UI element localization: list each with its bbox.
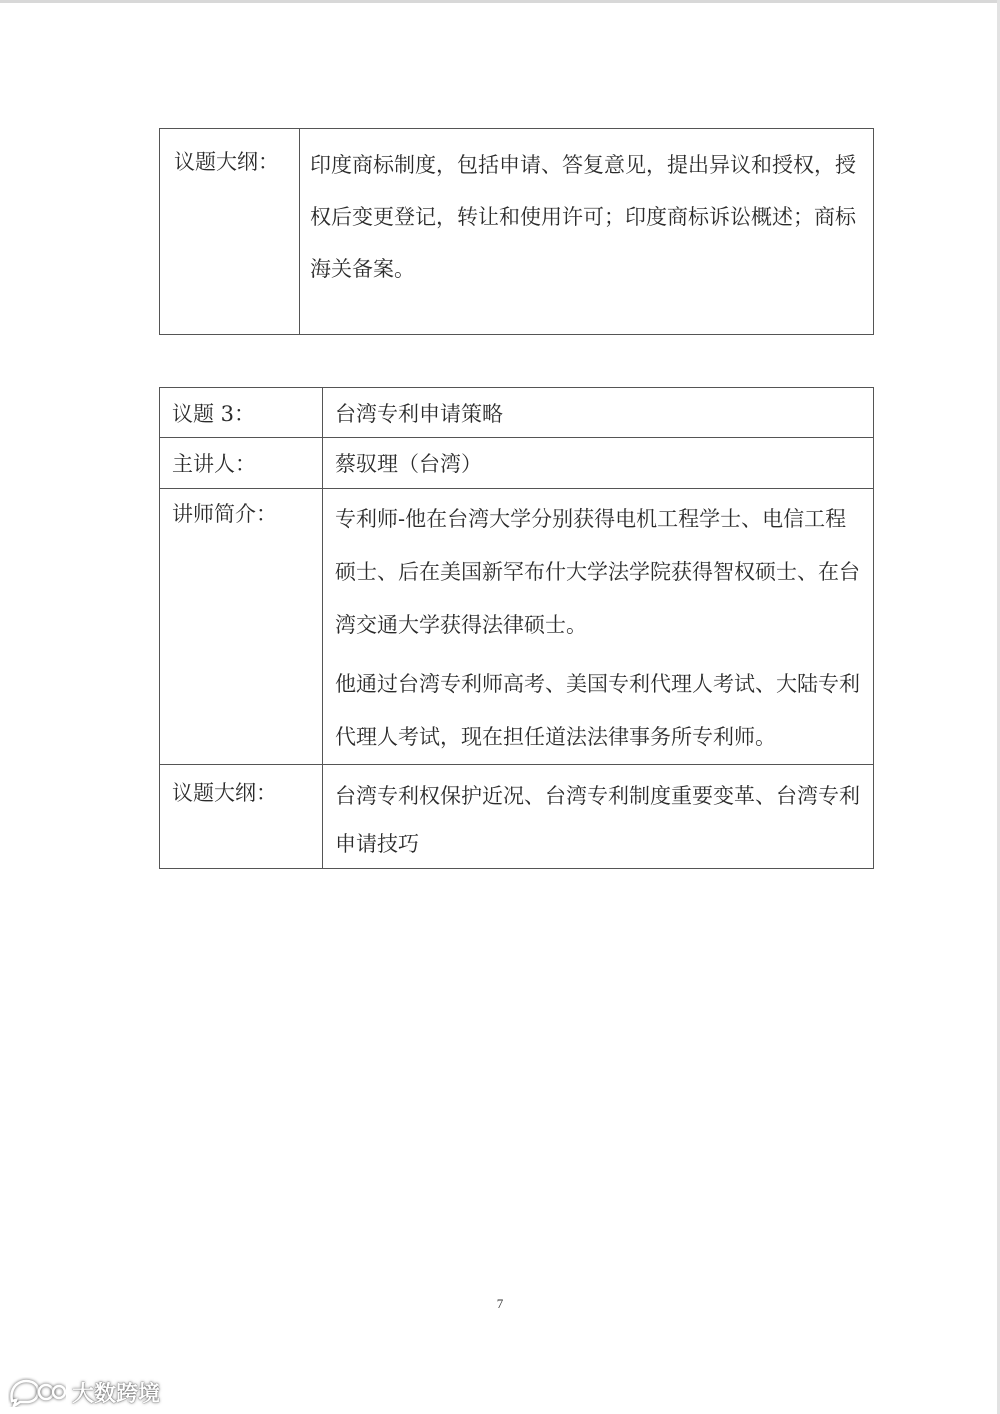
table-row [160, 489, 874, 765]
bio-cell [323, 489, 874, 765]
page-top-edge [0, 0, 1000, 3]
table-row [160, 388, 874, 438]
table-row [160, 129, 874, 335]
outline-text: 印度商标制度，包括申请、答复意见，提出异议和授权，授权后变更登记，转让和使用许可；印度商标诉讼概述；商标海关备案。 [300, 129, 874, 335]
speech-bubble-logo-icon [8, 1377, 66, 1407]
speaker-label: 主讲人： [160, 438, 323, 489]
bio-paragraph: 专利师-他在台湾大学分别获得电机工程学士、电信工程硕士、后在美国新罕布什大学法学院获得智权硕士、在台湾交通大学获得法律硕士。 [335, 507, 860, 637]
bio-label: 讲师简介： [160, 489, 323, 765]
topic-label: 议题 3： [160, 388, 323, 438]
india-trademark-outline-table [159, 128, 874, 335]
page-number: 7 [496, 1296, 504, 1311]
watermark-text: 大数跨境 [72, 1381, 161, 1407]
bio-paragraph: 他通过台湾专利师高考、美国专利代理人考试、大陆专利代理人考试，现在担任道法法律事务所专利师。 [335, 672, 860, 749]
table-row [160, 438, 874, 489]
outline-text: 台湾专利权保护近况、台湾专利制度重要变革、台湾专利申请技巧 [323, 765, 874, 869]
table-row [160, 765, 874, 869]
topic-value: 台湾专利申请策略 [323, 388, 874, 438]
outline-label: 议题大纲： [160, 765, 323, 869]
outline-label: 议题大纲： [160, 129, 300, 335]
speaker-value: 蔡驭理（台湾） [323, 438, 874, 489]
taiwan-patent-topic-table [159, 387, 874, 869]
watermark [8, 1376, 160, 1408]
